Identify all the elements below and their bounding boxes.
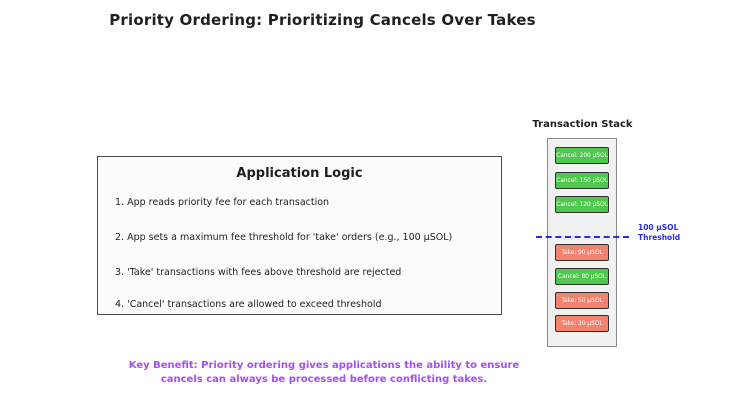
threshold-label	[638, 223, 680, 243]
transaction-stack-label: Transaction Stack	[532, 119, 633, 130]
app-logic-item-1: 1. App reads priority fee for each transaction	[115, 197, 330, 208]
tx-cancel-120: Cancel: 120 µSOL	[555, 196, 609, 213]
app-logic-item-3: 3. 'Take' transactions with fees above threshold are rejected	[115, 267, 402, 278]
threshold-label-line1: 100 µSOL	[638, 223, 679, 232]
application-logic-panel	[97, 156, 502, 315]
app-logic-item-4: 4. 'Cancel' transactions are allowed to exceed threshold	[115, 299, 382, 310]
application-logic-title: Application Logic	[236, 166, 363, 181]
app-logic-item-2: 2. App sets a maximum fee threshold for 'take' orders (e.g., 100 µSOL)	[115, 232, 453, 243]
tx-take-50: Take: 50 µSOL	[555, 292, 609, 309]
key-benefit-line2: cancels can always be processed before conflicting takes.	[160, 374, 488, 385]
tx-cancel-200: Cancel: 200 µSOL	[555, 147, 609, 164]
key-benefit-note	[0, 359, 648, 387]
tx-cancel-80: Cancel: 80 µSOL	[555, 268, 609, 285]
threshold-line	[536, 236, 629, 238]
diagram-title: Priority Ordering: Prioritizing Cancels Over Takes	[109, 11, 536, 29]
threshold-label-line2: Threshold	[638, 233, 681, 242]
tx-take-30: Take: 30 µSOL	[555, 315, 609, 332]
key-benefit-line1: Key Benefit: Priority ordering gives applications the ability to ensure	[128, 360, 520, 371]
tx-cancel-150: Cancel: 150 µSOL	[555, 172, 609, 189]
transaction-stack	[547, 138, 617, 347]
tx-take-90: Take: 90 µSOL	[555, 244, 609, 261]
